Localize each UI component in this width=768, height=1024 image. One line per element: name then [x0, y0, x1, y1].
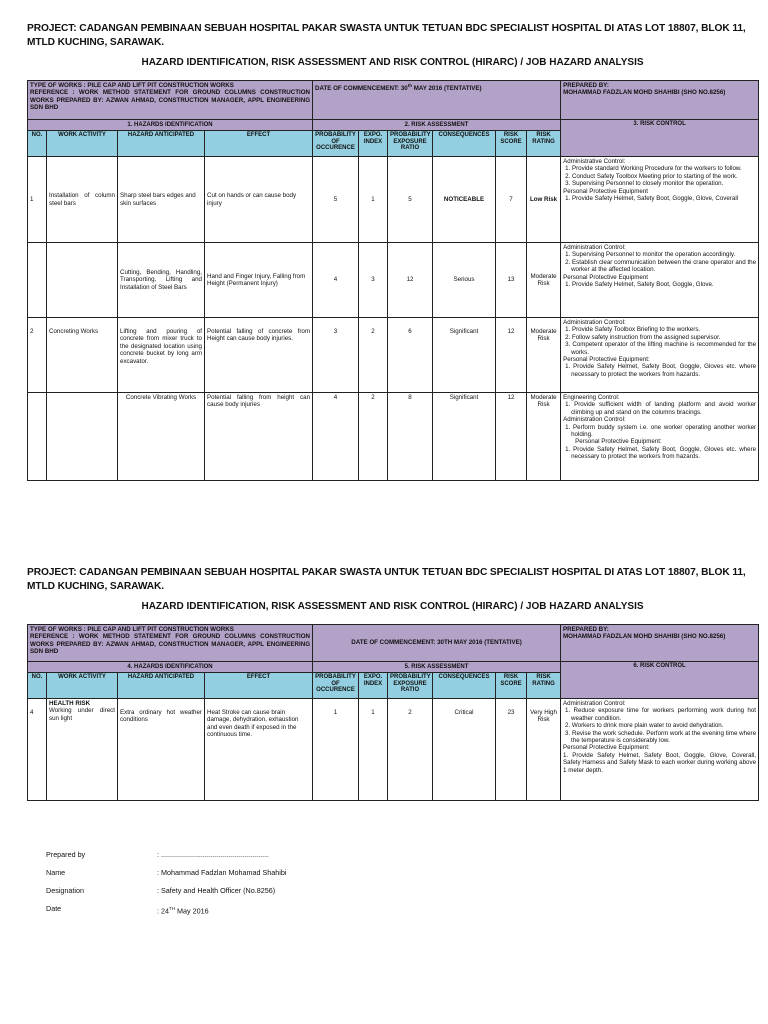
col-hazard: HAZARD ANTICIPATED	[118, 673, 205, 699]
row-activity-heading: HEALTH RISK	[49, 700, 91, 707]
hirarc-section-1	[27, 22, 758, 69]
prepared-by-cell	[561, 81, 759, 120]
row-no	[28, 243, 47, 318]
row-risk-control: Administration Control: 1. Supervising Personnel to monitor the operation accordingly. 2. Establish clear communication between the crane operator and the worker at the affected location. Personal Protective Equipment 1. Provide Safety Helmet, Safety Boot, Goggle, Glove.	[561, 243, 759, 318]
col-risk-score: RISK SCORE	[496, 673, 527, 699]
row-risk-rating: Moderate Risk	[527, 243, 561, 318]
row-consequences: Critical	[433, 699, 496, 801]
row-hazard: Extra ordinary hot weather conditions	[118, 699, 205, 801]
row-expo-index: 2	[359, 318, 388, 393]
designation-label: Designation	[46, 886, 84, 895]
row-hazard: Sharp steel bars edges and skin surfaces	[118, 157, 205, 243]
row-activity: Installation of column steel bars	[47, 157, 118, 243]
col-prob-exposure: PROBABILITY EXPOSURE RATIO	[388, 131, 433, 157]
row-risk-rating: Moderate Risk	[527, 393, 561, 481]
designation-value: : Safety and Health Officer (No.8256)	[157, 886, 276, 895]
prepared-by-label: Prepared by	[46, 850, 86, 859]
name-row	[46, 864, 286, 882]
hirarc-table-1	[27, 80, 759, 481]
row-effect: Cut on hands or can cause body injury	[205, 157, 313, 243]
date-of-commencement: DATE OF COMMENCEMENT: 30TH MAY 2016 (TENTATIVE)	[313, 625, 561, 662]
date-row	[46, 900, 286, 920]
row-prob-exposure: 12	[388, 243, 433, 318]
row-risk-score: 12	[496, 393, 527, 481]
col-expo-index: EXPO. INDEX	[359, 673, 388, 699]
row-consequences: Significant	[433, 318, 496, 393]
project-title: PROJECT: CADANGAN PEMBINAAN SEBUAH HOSPITAL PAKAR SWASTA UNTUK TETUAN BDC SPECIALIST HOSPITAL DI ATAS LOT 18807, BLOK 11, MTLD KUCHING, SARAWAK.	[27, 567, 746, 592]
col-risk-rating: RISK RATING	[527, 673, 561, 699]
row-effect: Hand and Finger Injury, Falling from Height (Permanent Injury)	[205, 243, 313, 318]
section-risk-assessment: 2. RISK ASSESSMENT	[313, 120, 561, 131]
row-expo-index: 3	[359, 243, 388, 318]
project-title: PROJECT: CADANGAN PEMBINAAN SEBUAH HOSPITAL PAKAR SWASTA UNTUK TETUAN BDC SPECIALIST HOSPITAL DI ATAS LOT 18807, BLOK 11, MTLD KUCHING, SARAWAK.	[27, 23, 746, 48]
prepared-by-label: PREPARED BY:	[563, 626, 609, 633]
hirarc-section-2	[27, 566, 758, 613]
col-consequences: CONSEQUENCES	[433, 131, 496, 157]
row-no: 2	[28, 318, 47, 393]
name-value: : Mohammad Fadzlan Mohamad Shahibi	[157, 868, 287, 877]
row-risk-rating: Low Risk	[527, 157, 561, 243]
col-risk-rating: RISK RATING	[527, 131, 561, 157]
row-expo-index: 2	[359, 393, 388, 481]
row-risk-rating: Very High Risk	[527, 699, 561, 801]
row-effect: Potential falling from height can cause body injuries	[205, 393, 313, 481]
col-effect: EFFECT	[205, 131, 313, 157]
col-probability: PROBABILITY OF OCCURENCE	[313, 673, 359, 699]
row-activity	[47, 243, 118, 318]
row-effect: Potential falling of concrete from Height can cause body injuries.	[205, 318, 313, 393]
row-probability: 1	[313, 699, 359, 801]
section-risk-control: 6. RISK CONTROL	[561, 662, 759, 699]
col-consequences: CONSEQUENCES	[433, 673, 496, 699]
col-no: NO.	[28, 131, 47, 157]
section-risk-control: 3. RISK CONTROL	[561, 120, 759, 157]
document-subtitle: HAZARD IDENTIFICATION, RISK ASSESSMENT AND RISK CONTROL (HIRARC) / JOB HAZARD ANALYSIS	[141, 601, 644, 612]
row-activity: Concreting Works	[47, 318, 118, 393]
row-prob-exposure: 2	[388, 699, 433, 801]
row-no: 1	[28, 157, 47, 243]
table-row	[28, 318, 759, 393]
hirarc-table-2	[27, 624, 759, 801]
col-hazard: HAZARD ANTICIPATED	[118, 131, 205, 157]
row-effect: Heat Stroke can cause brain damage, dehydration, exhaustion and even death if exposed in the continuous time.	[205, 699, 313, 801]
row-no	[28, 393, 47, 481]
row-risk-control: Administration Control: 1. Provide Safety Toolbox Briefing to the workers. 2. Follow safety instruction from the assigned supervisor. 3. Competent operator of the lifting machine is recommended for the works. Personal Protective Equipment: 1. Provide Safety Helmet, Safety Boot, Goggle, Gloves etc. where necessary to protect the workers from hazards.	[561, 318, 759, 393]
name-label: Name	[46, 868, 66, 877]
prepared-by-label: PREPARED BY:	[563, 82, 609, 89]
table-row	[28, 393, 759, 481]
row-hazard: Concrete Vibrating Works	[118, 393, 205, 481]
row-expo-index: 1	[359, 699, 388, 801]
date-of-commencement: DATE OF COMMENCEMENT: 30th MAY 2016 (TENTATIVE)	[313, 81, 561, 120]
row-no: 4	[28, 699, 47, 801]
prepared-by-cell	[561, 625, 759, 662]
row-risk-score: 12	[496, 318, 527, 393]
col-expo-index: EXPO. INDEX	[359, 131, 388, 157]
date-label: Date	[46, 904, 62, 913]
row-risk-score: 7	[496, 157, 527, 243]
row-probability: 3	[313, 318, 359, 393]
reference-text: REFERENCE : WORK METHOD STATEMENT FOR GROUND COLUMNS CONSTRUCTION WORKS PREPARED BY: AZWAN AHMAD, CONSTRUCTION MANAGER, APPL ENGINEERING SDN BHD	[30, 89, 311, 112]
date-value: : 24TH May 2016	[157, 906, 209, 916]
prepared-by-name: MOHAMMAD FADZLAN MOHD SHAHIBI (SHO NO.8256)	[563, 89, 726, 97]
document-subtitle: HAZARD IDENTIFICATION, RISK ASSESSMENT AND RISK CONTROL (HIRARC) / JOB HAZARD ANALYSIS	[141, 57, 644, 68]
col-risk-score: RISK SCORE	[496, 131, 527, 157]
prepared-by-row	[46, 846, 286, 864]
signature-block	[46, 846, 286, 920]
row-hazard: Cutting, Bending, Handling, Transporting, Lifting and Installation of Steel Bars	[118, 243, 205, 318]
col-work-activity: WORK ACTIVITY	[47, 131, 118, 157]
col-effect: EFFECT	[205, 673, 313, 699]
row-risk-score: 13	[496, 243, 527, 318]
row-probability: 4	[313, 243, 359, 318]
row-consequences: NOTICEABLE	[433, 157, 496, 243]
col-work-activity: WORK ACTIVITY	[47, 673, 118, 699]
row-prob-exposure: 6	[388, 318, 433, 393]
table-row	[28, 243, 759, 318]
row-probability: 5	[313, 157, 359, 243]
section-hazards-identification: 1. HAZARDS IDENTIFICATION	[28, 120, 313, 131]
row-consequences: Serious	[433, 243, 496, 318]
type-of-works: TYPE OF WORKS : PILE CAP AND LIFT PIT CONSTRUCTION WORKS	[30, 82, 234, 89]
table-row	[28, 699, 759, 801]
row-prob-exposure: 5	[388, 157, 433, 243]
row-risk-control: Engineering Control: 1. Provide sufficient width of landing platform and avoid worker climbing up and stand on the columns bracings. Administration Control: 1. Perform buddy system i.e. one worker operating another worker holding. Personal Protective Equipment: 1. Provide Safety Helmet, Safety Boot, Goggle, Gloves etc. where necessary to protect the workers from hazards.	[561, 393, 759, 481]
reference-text: REFERENCE : WORK METHOD STATEMENT FOR GROUND COLUMNS CONSTRUCTION WORKS PREPARED BY: AZWAN AHMAD, CONSTRUCTION MANAGER, APPL ENGINEERING SDN BHD	[30, 633, 311, 656]
section-hazards-identification: 4. HAZARDS IDENTIFICATION	[28, 662, 313, 673]
row-prob-exposure: 8	[388, 393, 433, 481]
row-consequences: Significant	[433, 393, 496, 481]
col-prob-exposure: PROBABILITY EXPOSURE RATIO	[388, 673, 433, 699]
table-row	[28, 157, 759, 243]
col-no: NO.	[28, 673, 47, 699]
works-info-cell	[28, 81, 313, 120]
section-risk-assessment: 5. RISK ASSESSMENT	[313, 662, 561, 673]
row-risk-control: Administrative Control: 1. Provide standard Working Procedure for the workers to follow. 2. Conduct Safety Toolbox Meeting prior to starting of the work. 3. Supervising Personnel to closely monitor the operation. Personal Protective Equipment 1. Provide Safety Helmet, Safety Boot, Goggle, Glove, Coverall	[561, 157, 759, 243]
prepared-by-name: MOHAMMAD FADZLAN MOHD SHAHIBI (SHO NO.8256)	[563, 633, 726, 641]
col-probability: PROBABILITY OF OCCURENCE	[313, 131, 359, 157]
row-hazard: Lifting and pouring of concrete from mixer truck to the designated location using concrete bucket by long arm excavator.	[118, 318, 205, 393]
type-of-works: TYPE OF WORKS : PILE CAP AND LIFT PIT CONSTRUCTION WORKS	[30, 626, 234, 633]
row-expo-index: 1	[359, 157, 388, 243]
works-info-cell	[28, 625, 313, 662]
row-risk-control: Administration Control: 1. Reduce exposure time for workers performing work during hot weather condition. 2. Workers to drink more plain water to avoid dehydration. 3. Revise the work schedule. Perform work at the evening time where the temperature is considerably low. Personal Protective Equipment: 1. Provide Safety Helmet, Safety Boot, Goggle, Glove, Coverall, Safety Harness and Safety Mask to each worker during working above 1 meter depth.	[561, 699, 759, 801]
row-probability: 4	[313, 393, 359, 481]
designation-row	[46, 882, 286, 900]
signature-line: : ......................................................	[157, 850, 269, 859]
row-risk-rating: Moderate Risk	[527, 318, 561, 393]
row-activity	[47, 393, 118, 481]
row-activity: HEALTH RISK Working under direct sun light	[47, 699, 118, 801]
row-risk-score: 23	[496, 699, 527, 801]
